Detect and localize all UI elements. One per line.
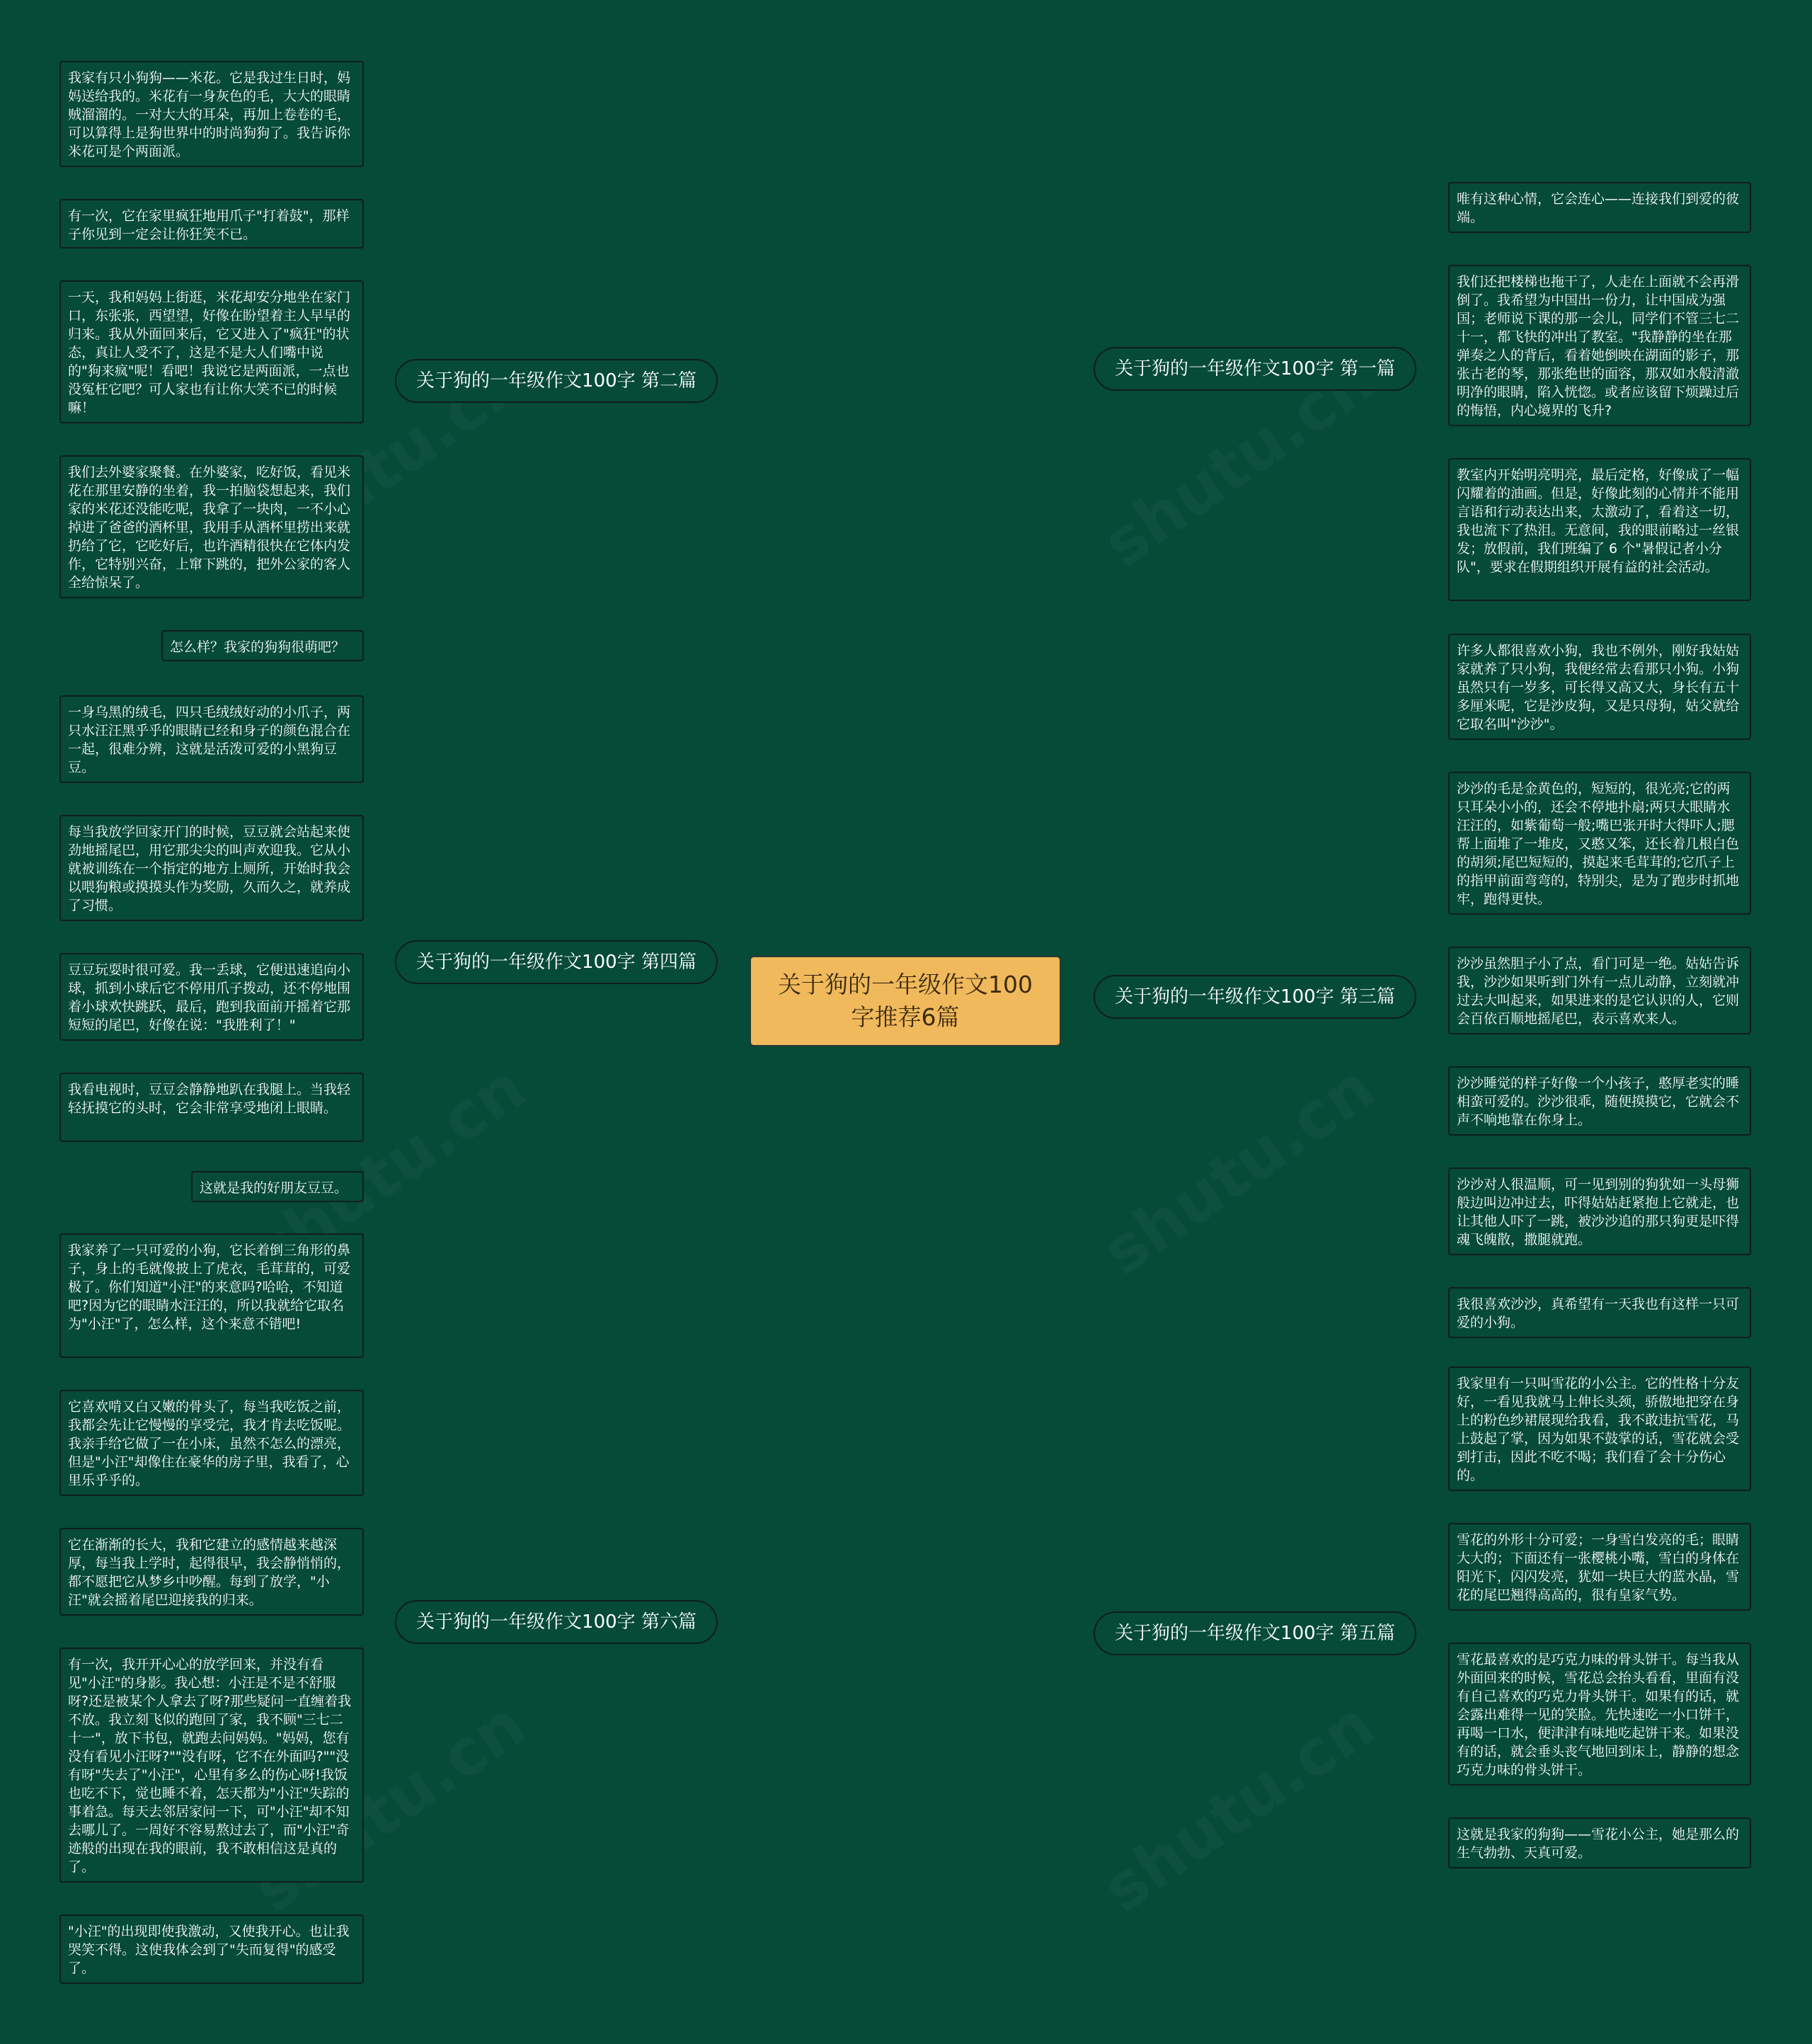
root-title: 关于狗的一年级作文100字推荐6篇 [778,971,1033,1031]
leaf-note[interactable]: 怎么样？我家的狗狗很萌吧？ [161,630,364,661]
leaf-note[interactable]: 我们还把楼梯也拖干了，人走在上面就不会再滑倒了。我希望为中国出一份力，让中国成为强国；老师说下课的那一会儿，同学们不管三七二十一，都飞快的冲出了教室。"我静静的坐在那弹奏之人的背后，看着她倒映在湖面的影子，那张古老的琴，那张绝世的面容，那双如水般清澈明净的眼睛，陷入恍惚。或者应该留下烦躁过后的悔悟，内心境界的飞升? [1448,265,1751,426]
leaf-note[interactable]: 唯有这种心情，它会连心——连接我们到爱的彼端。 [1448,182,1751,233]
leaf-note[interactable]: 我家养了一只可爱的小狗，它长着倒三角形的鼻子，身上的毛就像披上了虎衣，毛茸茸的，可爱极了。你们知道"小汪"的来意吗?哈哈，不知道吧?因为它的眼睛水汪汪的，所以我就给它取名为"小汪"了，怎么样，这个来意不错吧! [59,1233,364,1358]
leaf-note[interactable]: 我家里有一只叫雪花的小公主。它的性格十分友好，一看见我就马上伸长头颈，骄傲地把穿在身上的粉色纱裙展现给我看，我不敢违抗雪花，马上鼓起了掌，因为如果不鼓掌的话，雪花就会受到打击，因此不吃不喝；我们看了会十分伤心的。 [1448,1366,1751,1491]
branch-topic-2[interactable]: 关于狗的一年级作文100字 第二篇 [395,359,718,403]
leaf-note[interactable]: 一身乌黑的绒毛，四只毛绒绒好动的小爪子，两只水汪汪黑乎乎的眼睛已经和身子的颜色混合在一起，很难分辨，这就是活泼可爱的小黑狗豆豆。 [59,695,364,783]
branch-topic-6[interactable]: 关于狗的一年级作文100字 第六篇 [395,1600,718,1644]
leaf-note[interactable]: 许多人都很喜欢小狗，我也不例外，刚好我姑姑家就养了只小狗，我便经常去看那只小狗。小狗虽然只有一岁多，可长得又高又大，身长有五十多厘米呢，它是沙皮狗，又是只母狗，姑父就给它取名叫"沙沙"。 [1448,634,1751,740]
branch-topic-3[interactable]: 关于狗的一年级作文100字 第三篇 [1094,975,1416,1019]
leaf-note[interactable]: 我们去外婆家聚餐。在外婆家，吃好饭，看见米花在那里安静的坐着，我一拍脑袋想起来，我们家的米花还没能吃呢，我拿了一块肉，一不小心掉进了爸爸的酒杯里，我用手从酒杯里捞出来就扔给了它，它吃好后，也许酒精很快在它体内发作，它特别兴奋，上窜下跳的，把外公家的客人全给惊呆了。 [59,455,364,598]
leaf-note[interactable]: 雪花的外形十分可爱；一身雪白发亮的毛；眼睛大大的；下面还有一张樱桃小嘴，雪白的身体在阳光下，闪闪发亮，犹如一块巨大的蓝水晶，雪花的尾巴翘得高高的，很有皇家气势。 [1448,1523,1751,1611]
leaf-note[interactable]: 雪花最喜欢的是巧克力味的骨头饼干。每当我从外面回来的时候，雪花总会抬头看看，里面有没有自己喜欢的巧克力骨头饼干。如果有的话，就会露出难得一见的笑脸。先快速吃一小口饼干，再喝一口水，便津津有味地吃起饼干来。如果没有的话，就会垂头丧气地回到床上，静静的想念巧克力味的骨头饼干。 [1448,1643,1751,1786]
branch-topic-1[interactable]: 关于狗的一年级作文100字 第一篇 [1094,347,1416,391]
branch-topic-5[interactable]: 关于狗的一年级作文100字 第五篇 [1094,1611,1416,1655]
root-topic[interactable] [750,956,1061,1046]
leaf-note[interactable]: 有一次，它在家里疯狂地用爪子"打着鼓"，那样子你见到一定会让你狂笑不已。 [59,199,364,249]
leaf-note[interactable]: 它喜欢啃又白又嫩的骨头了，每当我吃饭之前，我都会先让它慢慢的享受完，我才肯去吃饭呢。我亲手给它做了一在小床，虽然不怎么的漂亮，但是"小汪"却像住在豪华的房子里，我看了，心里乐乎乎的。 [59,1390,364,1496]
leaf-note[interactable]: 教室内开始明亮明亮，最后定格，好像成了一幅闪耀着的油画。但是，好像此刻的心情并不能用言语和行动表达出来，太激动了，看着这一切，我也流下了热泪。无意间，我的眼前略过一丝银发；放假前，我们班编了 6 个"暑假记者小分队"，要求在假期组织开展有益的社会活动。 [1448,458,1751,601]
leaf-note[interactable]: 它在渐渐的长大，我和它建立的感情越来越深厚，每当我上学时，起得很早，我会静悄悄的，都不愿把它从梦乡中吵醒。每到了放学，"小汪"就会摇着尾巴迎接我的归来。 [59,1528,364,1616]
leaf-note[interactable]: 一天，我和妈妈上街逛，米花却安分地坐在家门口，东张张，西望望，好像在盼望着主人早早的归来。我从外面回来后，它又进入了"疯狂"的状态，真让人受不了，这是不是大人们嘴中说的"狗来疯"呢！看吧！我说它是两面派，一点也没冤枉它吧？可人家也有让你大笑不已的时候嘛！ [59,280,364,423]
leaf-note[interactable]: 我很喜欢沙沙，真希望有一天我也有这样一只可爱的小狗。 [1448,1287,1751,1338]
leaf-note[interactable]: 沙沙对人很温顺，可一见到别的狗犹如一头母狮般边叫边冲过去，吓得姑姑赶紧抱上它就走，也让其他人吓了一跳，被沙沙追的那只狗更是吓得魂飞魄散，撒腿就跑。 [1448,1167,1751,1255]
leaf-note[interactable]: "小汪"的出现即使我激动，又使我开心。也让我哭笑不得。这使我体会到了"失而复得"的感受了。 [59,1914,364,1984]
leaf-note[interactable]: 每当我放学回家开门的时候，豆豆就会站起来使劲地摇尾巴，用它那尖尖的叫声欢迎我。它从小就被训练在一个指定的地方上厕所，开始时我会以喂狗粮或摸摸头作为奖励，久而久之，就养成了习惯。 [59,815,364,921]
leaf-note[interactable]: 有一次，我开开心心的放学回来，并没有看见"小汪"的身影。我心想：小汪是不是不舒服呀?还是被某个人拿去了呀?那些疑问一直缠着我不放。我立刻飞似的跑回了家，我不顾"三七二十一"，放下书包，就跑去问妈妈。"妈妈，您有没有看见小汪呀?""没有呀，它不在外面吗?""没有呀"失去了"小汪"，心里有多么的伤心呀!我饭也吃不下，觉也睡不着，怎天都为"小汪"失踪的事着急。每天去邻居家问一下，可"小汪"却不知去哪儿了。一周好不容易熬过去了，而"小汪"奇迹般的出现在我的眼前，我不敢相信这是真的了。 [59,1648,364,1883]
branch-topic-4[interactable]: 关于狗的一年级作文100字 第四篇 [395,940,718,984]
leaf-note[interactable]: 沙沙的毛是金黄色的，短短的，很光亮;它的两只耳朵小小的，还会不停地扑扇;两只大眼睛水汪汪的，如紫葡萄一般;嘴巴张开时大得吓人;腮帮上面堆了一堆皮，又憨又笨，还长着几根白色的胡须;尾巴短短的，摸起来毛茸茸的;它爪子上的指甲前面弯弯的，特别尖，是为了跑步时抓地牢，跑得更快。 [1448,772,1751,915]
leaf-note[interactable]: 沙沙睡觉的样子好像一个小孩子，憨厚老实的睡相蛮可爱的。沙沙很乖，随便摸摸它，它就会不声不响地靠在你身上。 [1448,1066,1751,1136]
leaf-note[interactable]: 这就是我家的狗狗——雪花小公主，她是那么的生气勃勃、天真可爱。 [1448,1817,1751,1868]
leaf-note[interactable]: 沙沙虽然胆子小了点，看门可是一绝。姑姑告诉我，沙沙如果听到门外有一点儿动静，立刻就冲过去大叫起来，如果进来的是它认识的人，它则会百依百顺地摇尾巴，表示喜欢来人。 [1448,947,1751,1034]
leaf-note[interactable]: 豆豆玩耍时很可爱。我一丢球，它便迅速追向小球，抓到小球后它不停用爪子拨动，还不停地围着小球欢快跳跃，最后，跑到我面前开摇着它那短短的尾巴，好像在说："我胜利了！" [59,953,364,1041]
leaf-note[interactable]: 这就是我的好朋友豆豆。 [191,1171,364,1202]
leaf-note[interactable]: 我家有只小狗狗——米花。它是我过生日时，妈妈送给我的。米花有一身灰色的毛，大大的眼睛贼溜溜的。一对大大的耳朵，再加上卷卷的毛，可以算得上是狗世界中的时尚狗狗了。我告诉你米花可是个两面派。 [59,61,364,167]
leaf-note[interactable]: 我看电视时，豆豆会静静地趴在我腿上。当我轻轻抚摸它的头时，它会非常享受地闭上眼睛。 [59,1073,364,1142]
